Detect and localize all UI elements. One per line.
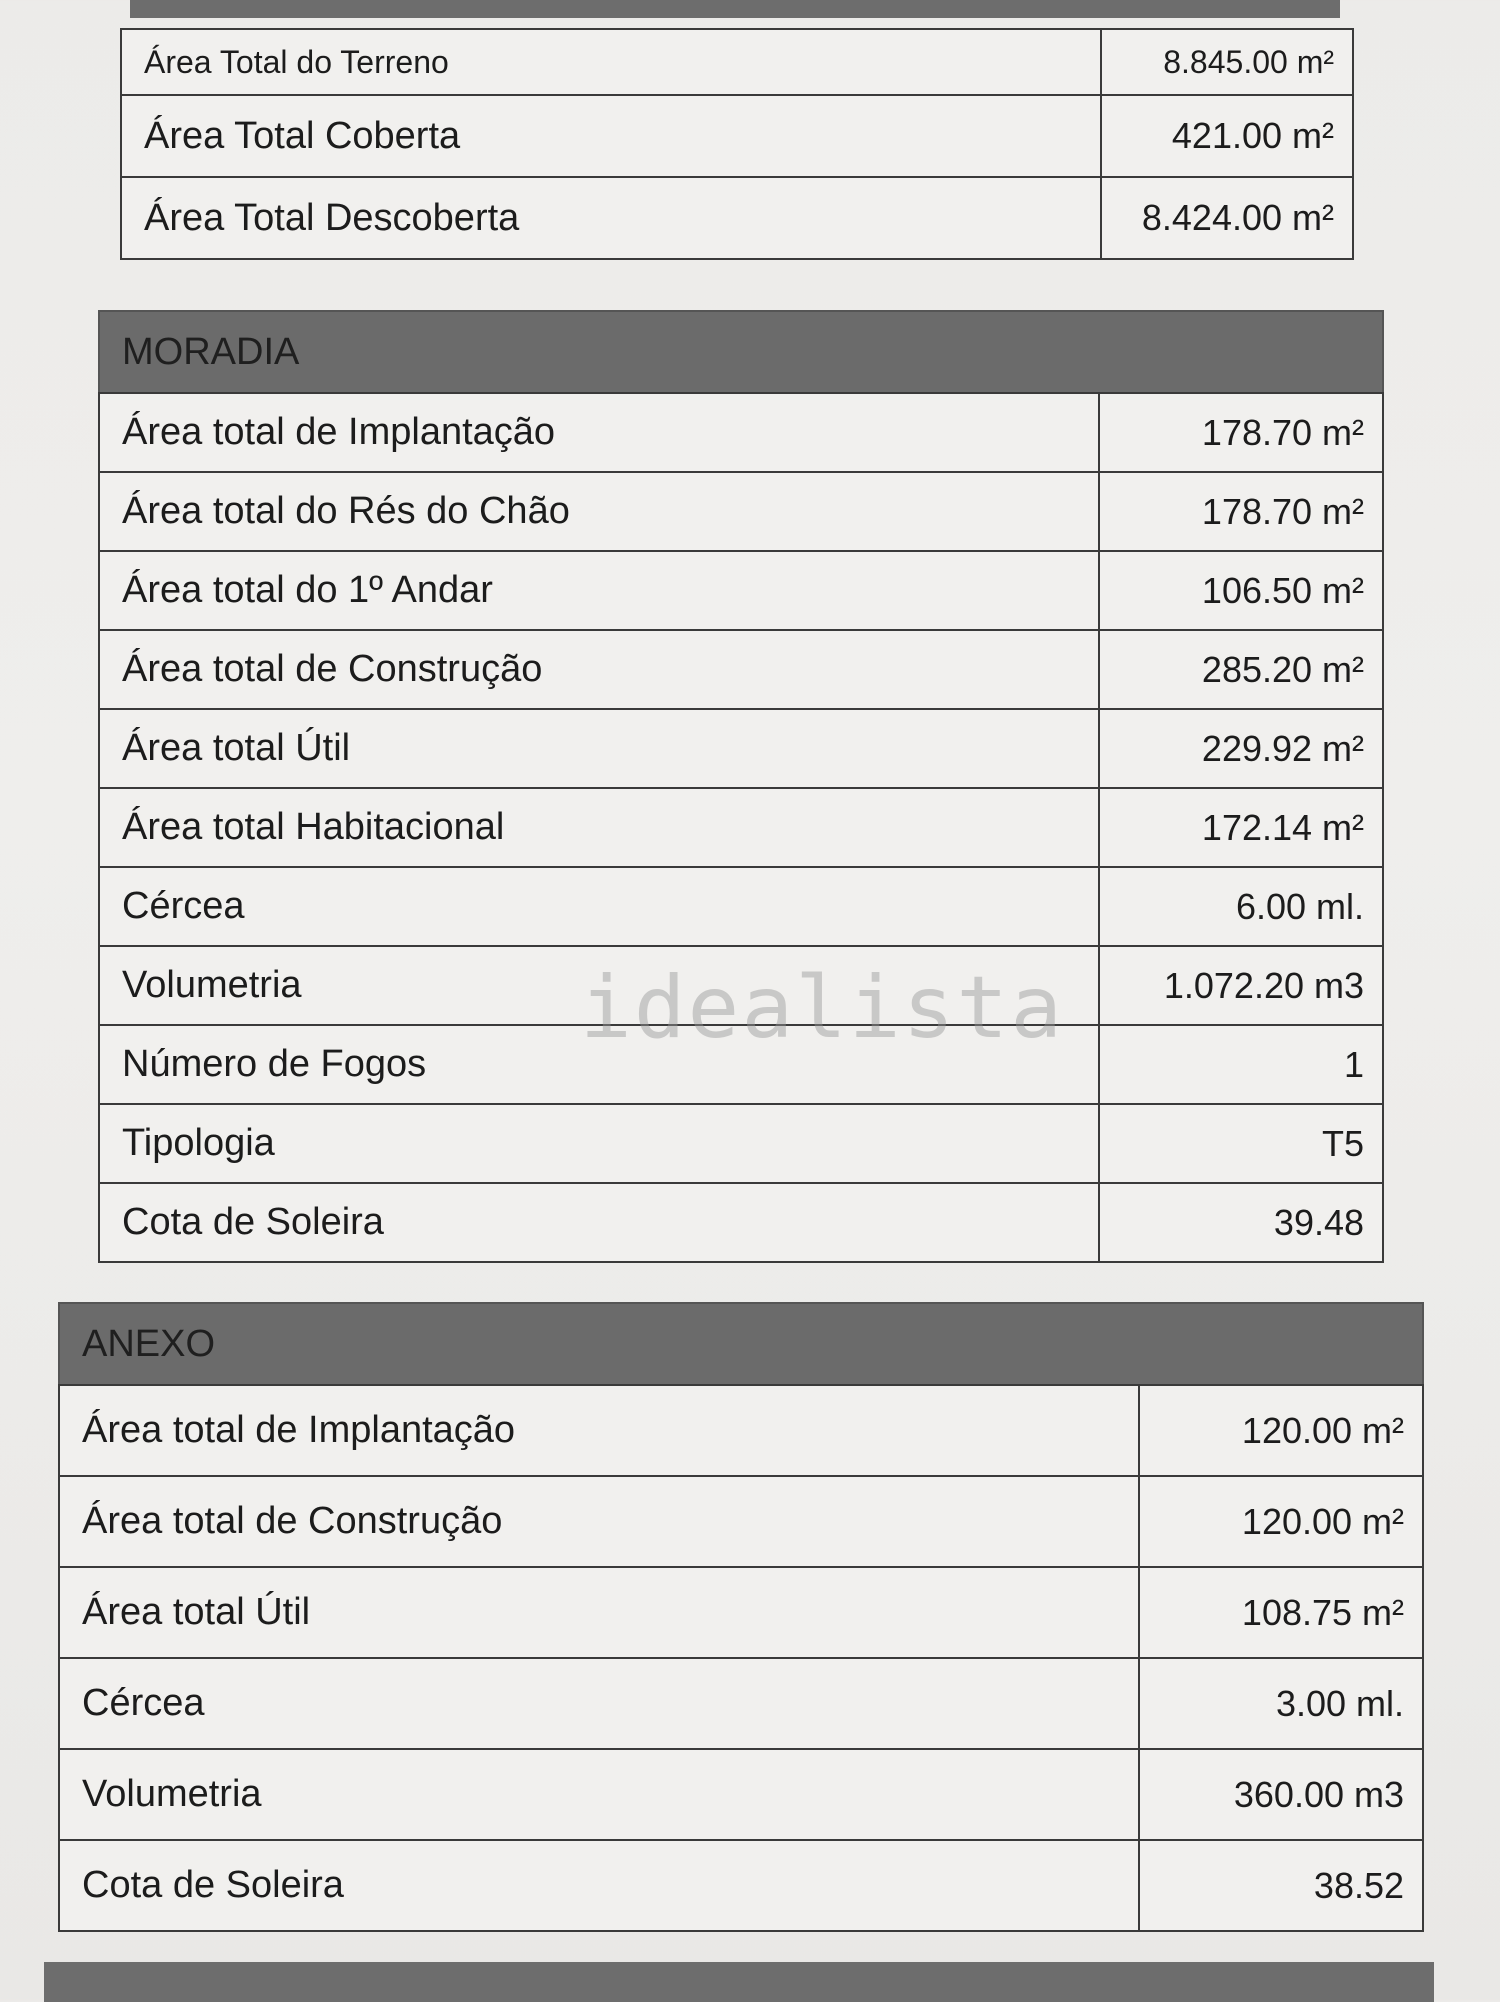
table-row bbox=[99, 1025, 1383, 1104]
row-value: 6.00 ml. bbox=[1099, 867, 1383, 946]
table-row bbox=[59, 1658, 1423, 1749]
table-row bbox=[99, 1104, 1383, 1183]
table-row bbox=[99, 393, 1383, 472]
row-label: Cércea bbox=[59, 1658, 1139, 1749]
row-label: Área Total Descoberta bbox=[121, 177, 1101, 259]
row-label: Área total de Implantação bbox=[99, 393, 1099, 472]
table-row bbox=[99, 551, 1383, 630]
table-row bbox=[121, 177, 1353, 259]
row-label: Volumetria bbox=[99, 946, 1099, 1025]
section-title-anexo: ANEXO bbox=[59, 1303, 1423, 1385]
table-row bbox=[99, 788, 1383, 867]
row-label: Área Total do Terreno bbox=[121, 29, 1101, 95]
row-label: Área total do Rés do Chão bbox=[99, 472, 1099, 551]
row-label: Cércea bbox=[99, 867, 1099, 946]
row-label: Área total de Implantação bbox=[59, 1385, 1139, 1476]
row-value: 229.92 m² bbox=[1099, 709, 1383, 788]
row-value: 8.424.00 m² bbox=[1101, 177, 1353, 259]
row-value: T5 bbox=[1099, 1104, 1383, 1183]
row-label: Área total de Construção bbox=[59, 1476, 1139, 1567]
row-value: 106.50 m² bbox=[1099, 551, 1383, 630]
table-row bbox=[59, 1840, 1423, 1931]
next-section-header-edge bbox=[44, 1962, 1434, 2002]
table-row bbox=[99, 1183, 1383, 1262]
row-label: Área total Útil bbox=[99, 709, 1099, 788]
row-value: 1.072.20 m3 bbox=[1099, 946, 1383, 1025]
row-label: Área total do 1º Andar bbox=[99, 551, 1099, 630]
table-row bbox=[99, 709, 1383, 788]
row-value: 285.20 m² bbox=[1099, 630, 1383, 709]
row-label: Volumetria bbox=[59, 1749, 1139, 1840]
row-value: 3.00 ml. bbox=[1139, 1658, 1423, 1749]
section-header-row bbox=[59, 1303, 1423, 1385]
row-value: 178.70 m² bbox=[1099, 472, 1383, 551]
table-row bbox=[59, 1385, 1423, 1476]
row-label: Número de Fogos bbox=[99, 1025, 1099, 1104]
row-value: 1 bbox=[1099, 1025, 1383, 1104]
row-value: 120.00 m² bbox=[1139, 1476, 1423, 1567]
row-label: Área total Habitacional bbox=[99, 788, 1099, 867]
section-title-moradia: MORADIA bbox=[99, 311, 1383, 393]
previous-section-header-edge bbox=[130, 0, 1340, 18]
table-row bbox=[99, 946, 1383, 1025]
table-row bbox=[99, 472, 1383, 551]
row-value: 172.14 m² bbox=[1099, 788, 1383, 867]
table-row bbox=[59, 1749, 1423, 1840]
row-value: 178.70 m² bbox=[1099, 393, 1383, 472]
row-value: 38.52 bbox=[1139, 1840, 1423, 1931]
row-value: 360.00 m3 bbox=[1139, 1749, 1423, 1840]
row-value: 39.48 bbox=[1099, 1183, 1383, 1262]
row-label: Cota de Soleira bbox=[59, 1840, 1139, 1931]
anexo-table bbox=[58, 1302, 1424, 1932]
row-label: Tipologia bbox=[99, 1104, 1099, 1183]
table-row bbox=[59, 1476, 1423, 1567]
section-header-row bbox=[99, 311, 1383, 393]
row-value: 421.00 m² bbox=[1101, 95, 1353, 177]
row-value: 120.00 m² bbox=[1139, 1385, 1423, 1476]
table-row bbox=[59, 1567, 1423, 1658]
areas-table bbox=[120, 28, 1354, 260]
watermark: idealista bbox=[580, 958, 1064, 1058]
table-row bbox=[121, 95, 1353, 177]
moradia-table bbox=[98, 310, 1384, 1263]
row-label: Área total de Construção bbox=[99, 630, 1099, 709]
row-label: Área Total Coberta bbox=[121, 95, 1101, 177]
row-value: 8.845.00 m² bbox=[1101, 29, 1353, 95]
row-label: Área total Útil bbox=[59, 1567, 1139, 1658]
table-row bbox=[99, 867, 1383, 946]
table-row bbox=[121, 29, 1353, 95]
row-label: Cota de Soleira bbox=[99, 1183, 1099, 1262]
row-value: 108.75 m² bbox=[1139, 1567, 1423, 1658]
table-row bbox=[99, 630, 1383, 709]
